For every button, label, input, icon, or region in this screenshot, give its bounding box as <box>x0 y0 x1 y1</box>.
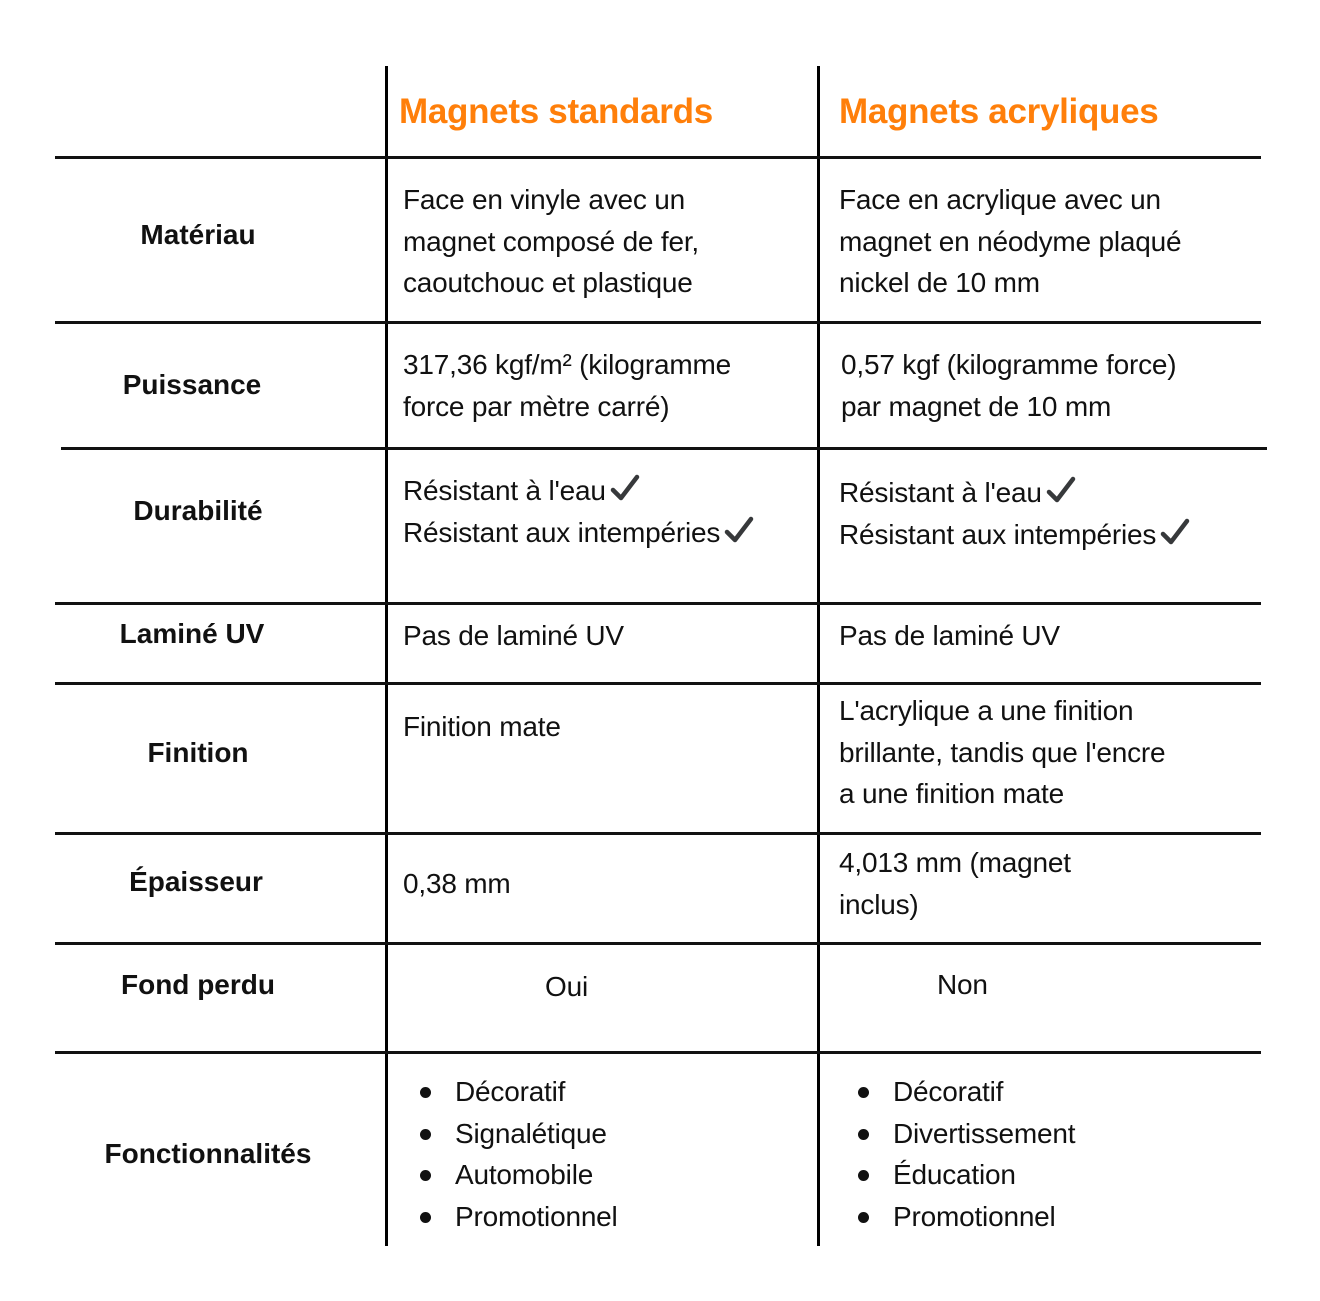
row-divider <box>55 1051 1261 1054</box>
list-item: Signalétique <box>403 1113 618 1155</box>
bullet-icon <box>420 1087 431 1098</box>
cell-durability-acrylic: Résistant à l'eau Résistant aux intempéries <box>839 472 1192 555</box>
row-divider <box>55 682 1261 685</box>
cell-material-standard: Face en vinyle avec un magnet composé de fer, caoutchouc et plastique <box>403 184 699 298</box>
column-divider-2 <box>817 66 820 1246</box>
list-item: Divertissement <box>841 1113 1075 1155</box>
cell-thickness-acrylic: 4,013 mm (magnet inclus) <box>839 847 1071 920</box>
bullet-icon <box>858 1170 869 1181</box>
row-divider <box>55 942 1261 945</box>
cell-bleed-acrylic: Non <box>937 969 988 1000</box>
row-divider <box>55 321 1261 324</box>
checkmark-icon <box>608 472 642 504</box>
column-header-acrylic: Magnets acryliques <box>839 92 1159 131</box>
bullet-icon <box>858 1212 869 1223</box>
row-label-features: Fonctionnalités <box>104 1138 312 1169</box>
list-item: Automobile <box>403 1154 618 1196</box>
bullet-icon <box>420 1212 431 1223</box>
feature-list-acrylic <box>841 1071 1075 1237</box>
cell-power-standard: 317,36 kgf/m² (kilogramme force par mètre carré) <box>403 349 732 422</box>
feature-list-standard <box>403 1071 618 1237</box>
list-item: Éducation <box>841 1154 1075 1196</box>
bullet-icon <box>858 1087 869 1098</box>
bullet-icon <box>420 1170 431 1181</box>
bullet-icon <box>858 1129 869 1140</box>
cell-material-acrylic: Face en acrylique avec un magnet en néodyme plaqué nickel de 10 mm <box>839 184 1182 298</box>
cell-uv-standard: Pas de laminé UV <box>403 620 624 651</box>
row-label-material: Matériau <box>140 219 256 250</box>
row-divider <box>61 447 1267 450</box>
cell-durability-standard: Résistant à l'eau Résistant aux intempéries <box>403 470 756 553</box>
row-label-finish: Finition <box>147 737 249 768</box>
row-label-power: Puissance <box>122 369 262 400</box>
cell-uv-acrylic: Pas de laminé UV <box>839 620 1060 651</box>
cell-finish-standard: Finition mate <box>403 711 561 742</box>
cell-features-standard <box>403 1071 618 1237</box>
row-divider <box>55 156 1261 159</box>
column-header-standard: Magnets standards <box>399 92 713 131</box>
bullet-icon <box>420 1129 431 1140</box>
list-item: Promotionnel <box>403 1196 618 1238</box>
cell-finish-acrylic: L'acrylique a une finition brillante, tandis que l'encre a une finition mate <box>839 695 1166 809</box>
cell-power-acrylic: 0,57 kgf (kilogramme force) par magnet de 10 mm <box>841 349 1177 422</box>
checkmark-icon <box>722 514 756 546</box>
list-item: Décoratif <box>403 1071 618 1113</box>
row-label-bleed: Fond perdu <box>121 969 275 1000</box>
row-label-uv-laminate: Laminé UV <box>119 618 265 649</box>
checkmark-icon <box>1044 474 1078 506</box>
row-divider <box>55 832 1261 835</box>
checkmark-icon <box>1158 516 1192 548</box>
list-item: Promotionnel <box>841 1196 1075 1238</box>
column-divider-1 <box>385 66 388 1246</box>
list-item: Décoratif <box>841 1071 1075 1113</box>
cell-bleed-standard: Oui <box>545 971 588 1002</box>
row-label-durability: Durabilité <box>133 495 263 526</box>
row-divider <box>55 602 1261 605</box>
cell-features-acrylic <box>841 1071 1075 1237</box>
cell-thickness-standard: 0,38 mm <box>403 868 511 899</box>
row-label-thickness: Épaisseur <box>129 866 263 897</box>
